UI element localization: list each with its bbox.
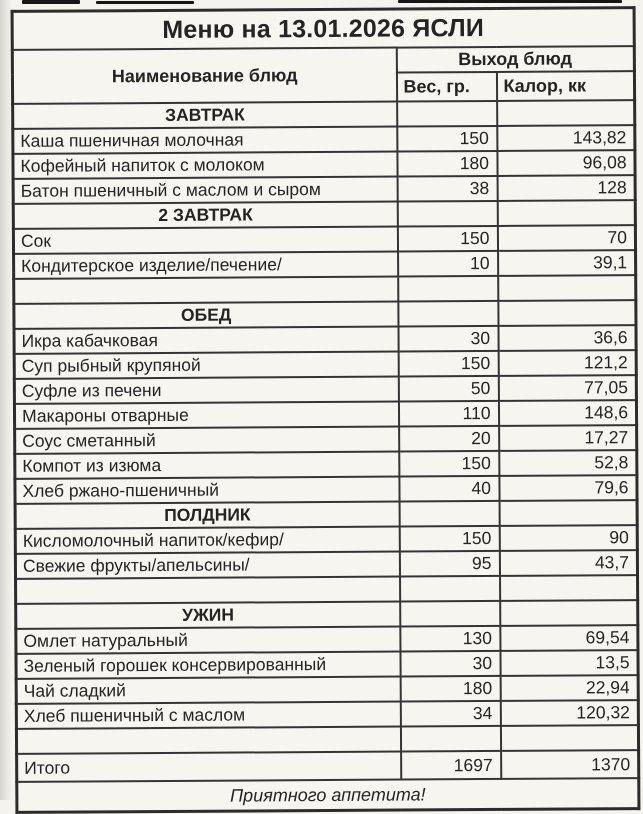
section-header-row [13,100,635,129]
menu-table [11,6,641,814]
dish-name-cell: Кондитерское изделие/печение/ [14,252,398,279]
calories-cell: 52,8 [499,450,637,476]
empty-row [14,275,636,304]
weight-cell [398,276,498,302]
calories-cell: 70 [497,225,635,251]
column-header-weight: Вес, гр. [396,72,496,102]
header-row [12,46,634,75]
empty-row [16,575,638,604]
calories-cell: 13,5 [500,650,638,676]
menu-item-row [15,450,637,479]
column-header-group: Выход блюд [396,46,634,72]
empty-row [16,725,638,754]
weight-cell: 40 [399,476,499,502]
weight-cell: 180 [400,676,500,702]
menu-item-row [14,325,636,354]
dish-name-cell: Макароны отварные [14,402,398,429]
calories-cell: 77,05 [498,375,636,401]
calories-cell [500,725,638,751]
dish-name-cell: Икра кабачковая [14,327,398,354]
section-title-cell: ЗАВТРАК [13,102,397,129]
menu-item-row [16,700,638,729]
weight-cell: 150 [397,226,497,252]
title-row [12,8,634,50]
scan-left-shadow [0,0,12,800]
dish-name-cell: Кисломолочный напиток/кефир/ [15,527,399,554]
calories-cell [499,500,637,526]
weight-cell [399,501,499,527]
dish-name-cell: Свежие фрукты/апельсины/ [15,552,399,579]
dish-name-cell: Хлеб ржано-пшеничный [15,477,399,504]
weight-cell [400,601,500,627]
dish-name-cell: Итого [17,752,401,782]
dish-name-cell: Суп рыбный крупяной [14,352,398,379]
scan-artifact-line [96,1,194,4]
menu-item-row [16,625,638,654]
menu-item-row [15,525,637,554]
menu-item-row [14,350,636,379]
menu-item-row [15,475,637,504]
weight-cell: 130 [400,626,500,652]
scan-artifact-line [398,0,622,3]
calories-cell [500,575,638,601]
weight-cell: 30 [400,651,500,677]
section-title-cell: ОБЕД [14,302,398,329]
menu-item-row [13,225,635,254]
menu-item-row [15,425,637,454]
calories-cell [500,600,638,626]
calories-cell: 17,27 [499,425,637,451]
weight-cell [397,201,497,227]
menu-table-header [12,8,635,104]
calories-cell: 79,6 [499,475,637,501]
weight-cell: 150 [399,526,499,552]
menu-item-row [16,650,638,679]
menu-item-row [14,400,636,429]
weight-cell [400,726,500,752]
section-title-cell: ПОЛДНИК [15,502,399,529]
dish-name-cell: Суфле из печени [14,377,398,404]
calories-cell [498,300,636,326]
dish-name-cell: Каша пшеничная молочная [13,127,397,154]
footer-message: Приятного аппетита! [17,778,639,812]
dish-name-cell [16,577,400,604]
menu-table-footer [17,778,639,812]
calories-cell: 43,7 [499,550,637,576]
weight-cell: 10 [398,251,498,277]
calories-cell: 143,82 [497,125,635,151]
calories-cell: 39,1 [498,250,636,276]
weight-cell: 1697 [401,751,501,780]
calories-cell [498,275,636,301]
dish-name-cell: Соус сметанный [15,427,399,454]
calories-cell: 1370 [501,750,639,779]
weight-cell: 50 [398,376,498,402]
weight-cell [398,301,498,327]
menu-item-row [13,150,635,179]
weight-cell: 180 [397,151,497,177]
menu-item-row [13,175,635,204]
section-header-row [13,200,635,229]
column-header-calories: Калор, кк [496,71,634,101]
weight-cell: 150 [398,351,498,377]
menu-item-row [13,125,635,154]
column-header-name: Наименование блюд [12,48,396,104]
calories-cell: 148,6 [498,400,636,426]
weight-cell: 34 [400,701,500,727]
dish-name-cell: Зеленый горошек консервированный [16,652,400,679]
total-row [17,750,639,782]
calories-cell: 69,54 [500,625,638,651]
calories-cell [497,200,635,226]
calories-cell: 90 [499,525,637,551]
section-header-row [14,300,636,329]
weight-cell: 150 [397,126,497,152]
weight-cell: 20 [399,426,499,452]
calories-cell: 120,32 [500,700,638,726]
weight-cell: 95 [399,551,499,577]
weight-cell: 38 [397,176,497,202]
menu-item-row [15,550,637,579]
calories-cell [497,100,635,126]
footer-row [17,778,639,812]
calories-cell: 36,6 [498,325,636,351]
weight-cell: 30 [398,326,498,352]
section-header-row [15,500,637,529]
calories-cell: 128 [497,175,635,201]
dish-name-cell: Чай сладкий [16,677,400,704]
menu-table-body [13,100,639,782]
dish-name-cell: Сок [13,227,397,254]
weight-cell: 150 [399,451,499,477]
page-title: Меню на 13.01.2026 ЯСЛИ [12,8,634,50]
menu-item-row [14,375,636,404]
dish-name-cell [14,277,398,304]
calories-cell: 96,08 [497,150,635,176]
dish-name-cell: Батон пшеничный с маслом и сыром [13,177,397,204]
menu-item-row [14,250,636,279]
section-title-cell: 2 ЗАВТРАК [13,202,397,229]
weight-cell [397,101,497,127]
calories-cell: 121,2 [498,350,636,376]
section-header-row [16,600,638,629]
dish-name-cell: Кофейный напиток с молоком [13,152,397,179]
dish-name-cell [16,727,400,754]
weight-cell: 110 [398,401,498,427]
dish-name-cell: Компот из изюма [15,452,399,479]
section-title-cell: УЖИН [16,602,400,629]
menu-item-row [16,675,638,704]
dish-name-cell: Омлет натуральный [16,627,400,654]
weight-cell [400,576,500,602]
scan-artifact-line [22,0,80,4]
calories-cell: 22,94 [500,675,638,701]
dish-name-cell: Хлеб пшеничный с маслом [16,702,400,729]
